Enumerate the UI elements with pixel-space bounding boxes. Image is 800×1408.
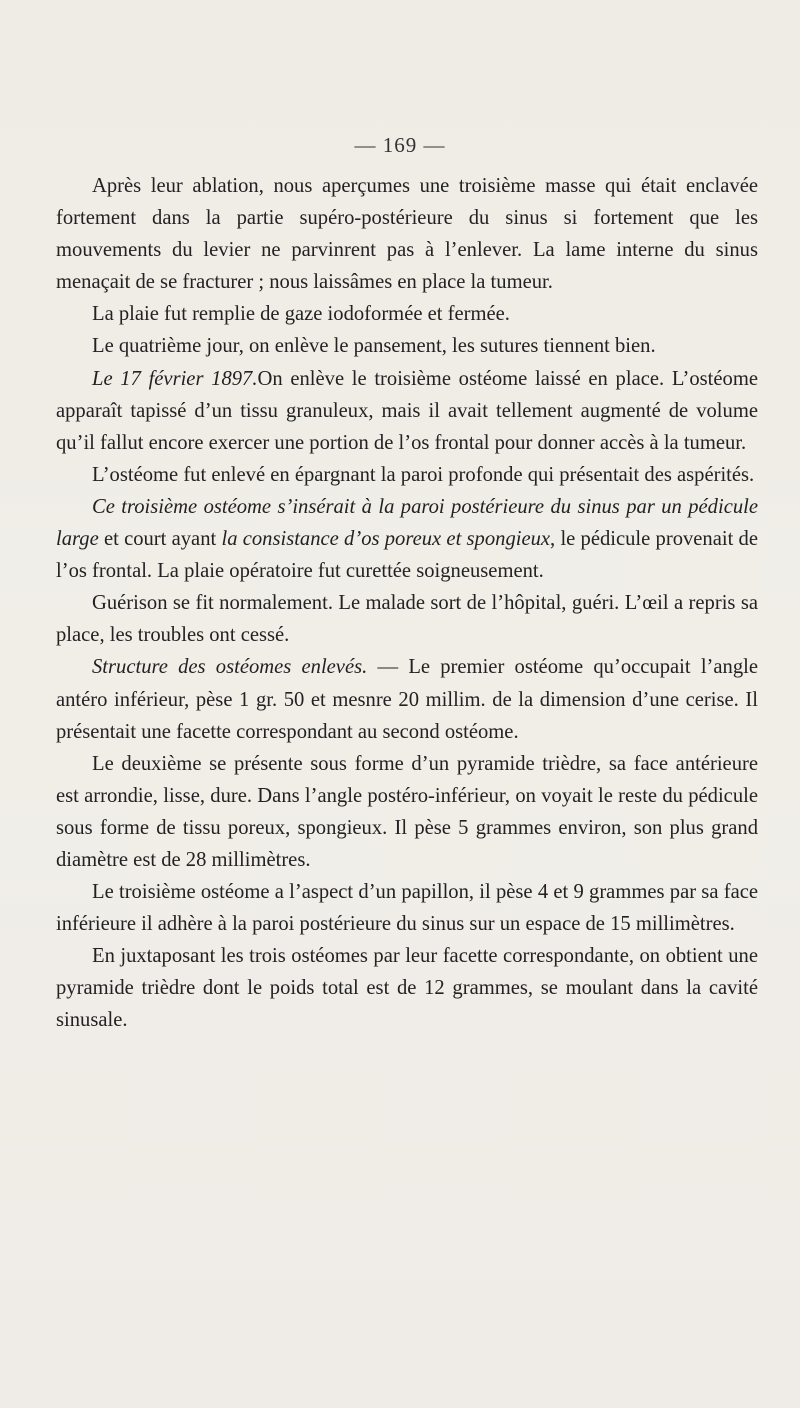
paragraph <box>56 651 758 747</box>
paragraph <box>56 298 758 330</box>
italic-text: Ce troisième ostéome s’insérait à la paroi postérieure du sinus par un pédicule large <box>56 495 758 551</box>
text-run: Guérison se fit normalement. Le malade sort de l’hôpital, guéri. L’œil a repris sa place, les troubles ont cessé. <box>56 592 758 647</box>
text-run: , le pédicule provenait de l’os frontal. La plaie opératoire fut curettée soigneusement. <box>56 528 758 583</box>
italic-text: Le 17 février 1897. <box>92 367 258 390</box>
body-text <box>56 170 758 1037</box>
text-run: Le deuxième se présente sous forme d’un pyramide trièdre, sa face antérieure est arrondie, lisse, dure. Dans l’angle postéro-inférieur, on voyait le reste du pédicule sous forme de tissu poreux, spongieux. Il pèse 5 grammes environ, son plus grand diamètre est de 28 millimètres. <box>56 752 758 871</box>
text-run: L’ostéome fut enlevé en épargnant la paroi profonde qui présentait des aspérités. <box>92 463 755 486</box>
text-run: et court ayant <box>98 528 222 551</box>
text-run: Le troisième ostéome a l’aspect d’un papillon, il pèse 4 et 9 grammes par sa face inférieure il adhère à la paroi postérieure du sinus sur un espace de 15 millimètres. <box>56 881 758 936</box>
paragraph <box>56 491 758 587</box>
paragraph <box>56 459 758 491</box>
text-run: Le quatrième jour, on enlève le pansement, les sutures tiennent bien. <box>92 335 656 358</box>
text-run: On enlève le troisième ostéome laissé en place. L’ostéome apparaît tapissé d’un tissu granuleux, mais il avait tellement augmenté de volume qu’il fallut encore exercer une portion de l’os frontal pour donner accès à la tumeur. <box>56 367 759 454</box>
paragraph <box>56 940 758 1036</box>
paragraph <box>56 876 758 940</box>
text-run: — Le premier ostéome qu’occupait l’angle antéro inférieur, pèse 1 gr. 50 et mesnre 20 millim. de la dimension d’une cerise. Il présentait une facette correspondant au second ostéome. <box>56 656 758 743</box>
text-run: Après leur ablation, nous aperçumes une troisième masse qui était enclavée fortement dans la partie supéro-postérieure du sinus si fortement que les mouvements du levier ne parvinrent pas à l’enlever. La lame interne du sinus menaçait de se fracturer ; nous laissâmes en place la tumeur. <box>56 175 758 294</box>
text-run: La plaie fut remplie de gaze iodoformée et fermée. <box>92 303 510 326</box>
italic-text: la consistance d’os poreux et spongieux <box>221 528 551 551</box>
paragraph <box>56 330 758 362</box>
paragraph <box>56 587 758 651</box>
paragraph <box>56 363 758 459</box>
page-number: — 169 — <box>354 133 446 157</box>
paragraph <box>56 170 758 298</box>
text-run: En juxtaposant les trois ostéomes par leur facette correspondante, on obtient une pyramide trièdre dont le poids total est de 12 grammes, se moulant dans la cavité sinusale. <box>56 945 758 1032</box>
paragraph <box>56 748 758 876</box>
italic-text: Structure des ostéomes enlevés. <box>92 656 368 679</box>
